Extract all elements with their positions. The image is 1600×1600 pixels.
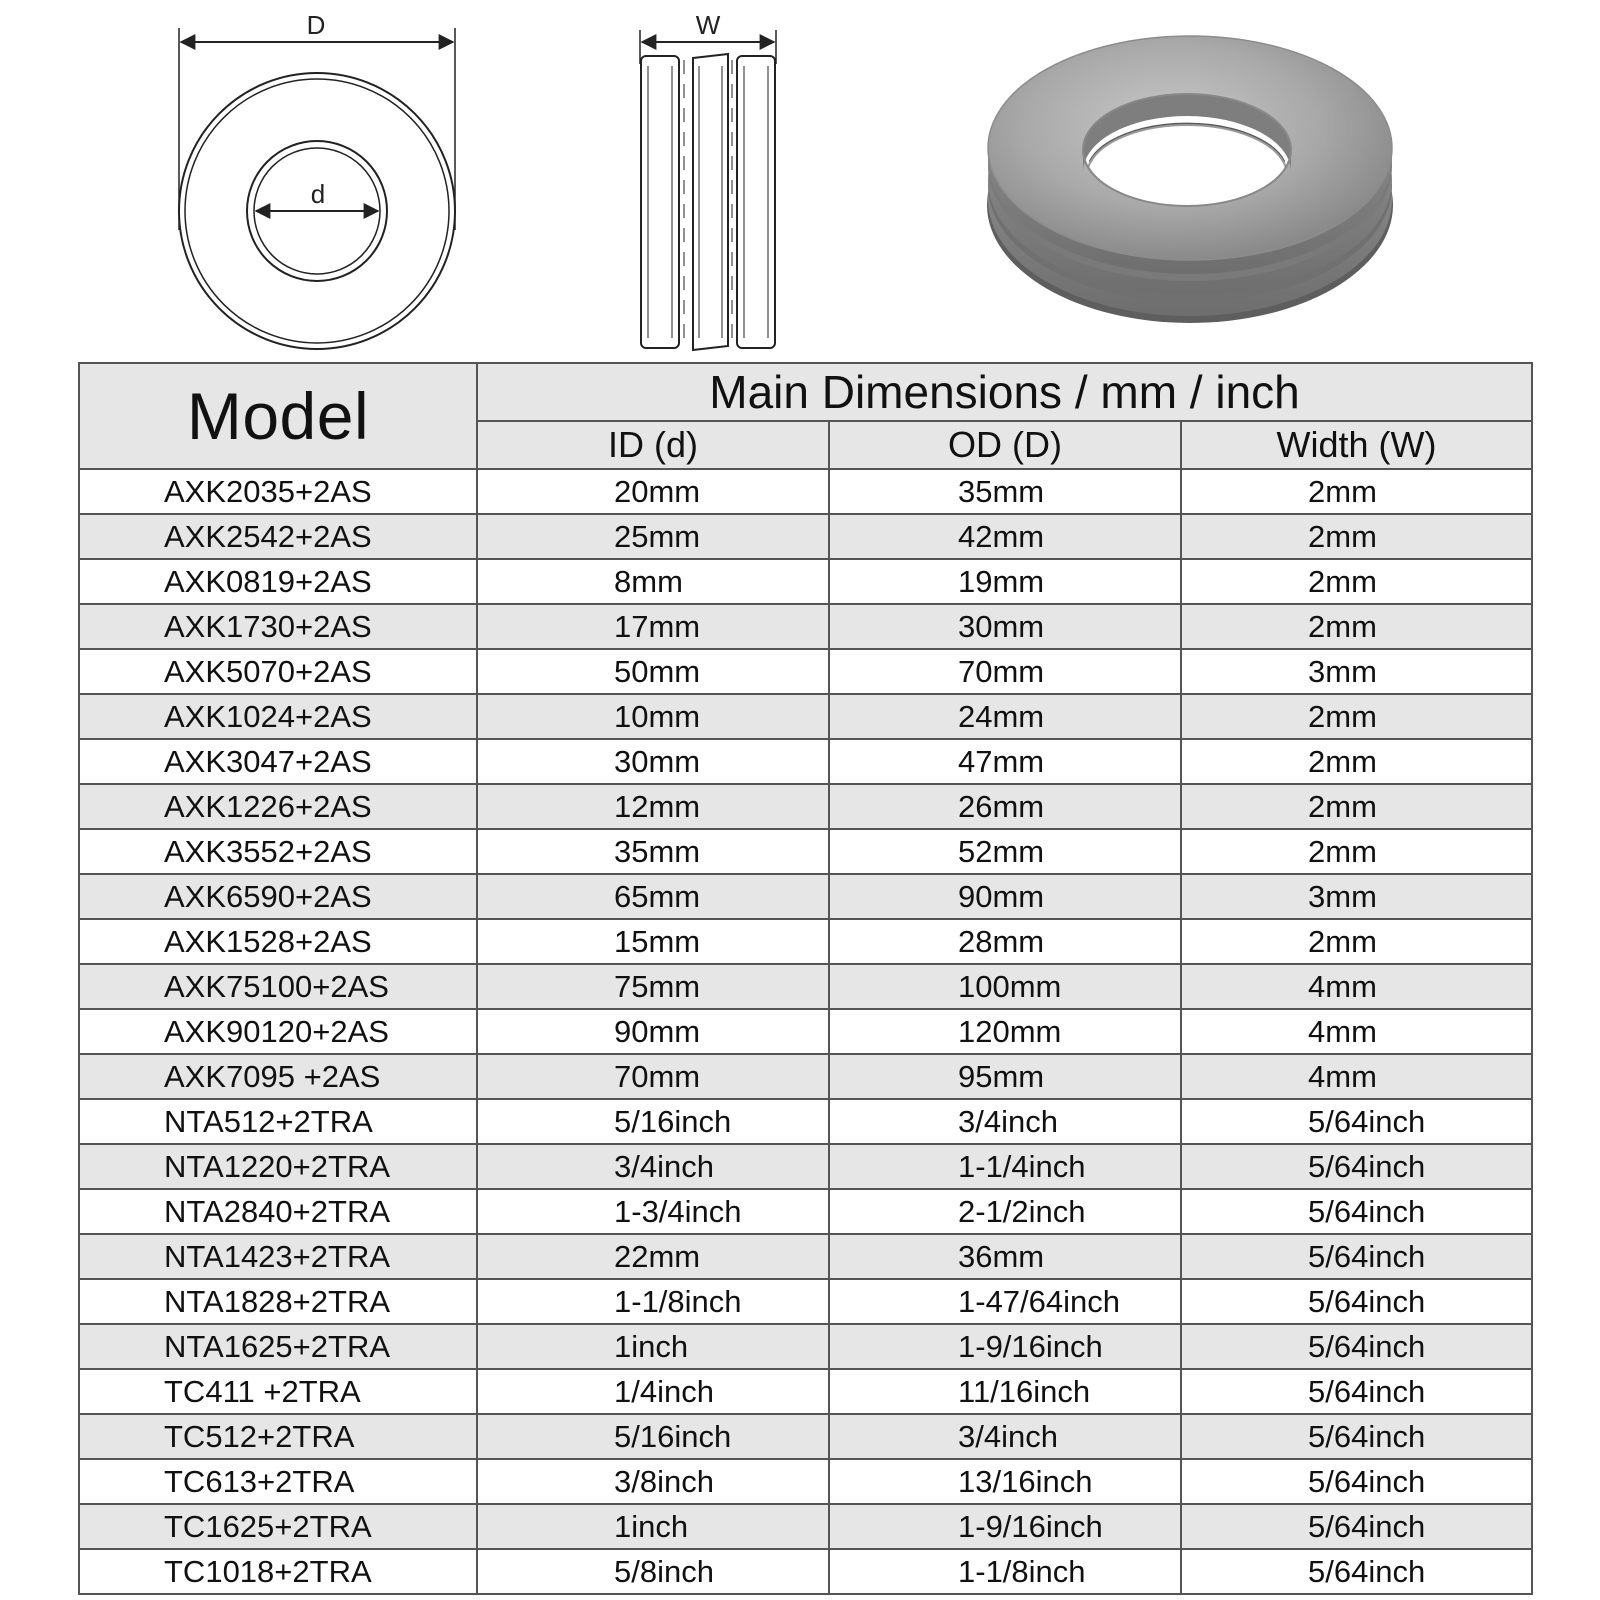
od-cell: 1-9/16inch: [829, 1324, 1181, 1369]
width-header: Width (W): [1181, 421, 1532, 469]
width-cell: 3mm: [1181, 874, 1532, 919]
table-row: [79, 694, 1532, 739]
width-cell: 5/64inch: [1181, 1144, 1532, 1189]
model-cell: TC1018+2TRA: [79, 1549, 477, 1594]
model-header: Model: [79, 363, 477, 469]
width-cell: 5/64inch: [1181, 1459, 1532, 1504]
od-cell: 120mm: [829, 1009, 1181, 1054]
model-cell: TC411 +2TRA: [79, 1369, 477, 1414]
id-cell: 17mm: [477, 604, 829, 649]
model-cell: AXK3552+2AS: [79, 829, 477, 874]
id-cell: 35mm: [477, 829, 829, 874]
od-cell: 1-1/4inch: [829, 1144, 1181, 1189]
od-header: OD (D): [829, 421, 1181, 469]
model-cell: NTA1625+2TRA: [79, 1324, 477, 1369]
od-cell: 42mm: [829, 514, 1181, 559]
table-row: [79, 514, 1532, 559]
id-cell: 12mm: [477, 784, 829, 829]
model-cell: NTA512+2TRA: [79, 1099, 477, 1144]
model-cell: AXK1024+2AS: [79, 694, 477, 739]
table-row: [79, 1054, 1532, 1099]
id-cell: 5/8inch: [477, 1549, 829, 1594]
table-row: [79, 1504, 1532, 1549]
width-cell: 5/64inch: [1181, 1504, 1532, 1549]
table-row: [79, 559, 1532, 604]
od-cell: 70mm: [829, 649, 1181, 694]
width-cell: 2mm: [1181, 829, 1532, 874]
model-cell: NTA1828+2TRA: [79, 1279, 477, 1324]
model-cell: AXK1730+2AS: [79, 604, 477, 649]
od-cell: 13/16inch: [829, 1459, 1181, 1504]
id-cell: 50mm: [477, 649, 829, 694]
table-row: [79, 649, 1532, 694]
model-cell: AXK75100+2AS: [79, 964, 477, 1009]
od-cell: 1-1/8inch: [829, 1549, 1181, 1594]
model-cell: TC1625+2TRA: [79, 1504, 477, 1549]
width-cell: 5/64inch: [1181, 1414, 1532, 1459]
id-cell: 3/8inch: [477, 1459, 829, 1504]
od-dimension-label: D: [306, 10, 326, 40]
table-row: [79, 1189, 1532, 1234]
table-row: [79, 919, 1532, 964]
model-cell: AXK5070+2AS: [79, 649, 477, 694]
table-row: [79, 1234, 1532, 1279]
id-cell: 90mm: [477, 1009, 829, 1054]
model-cell: AXK3047+2AS: [79, 739, 477, 784]
width-cell: 5/64inch: [1181, 1369, 1532, 1414]
width-cell: 2mm: [1181, 559, 1532, 604]
od-cell: 19mm: [829, 559, 1181, 604]
id-cell: 22mm: [477, 1234, 829, 1279]
od-cell: 11/16inch: [829, 1369, 1181, 1414]
model-cell: AXK1528+2AS: [79, 919, 477, 964]
id-cell: 70mm: [477, 1054, 829, 1099]
table-row: [79, 1144, 1532, 1189]
table-row: [79, 1414, 1532, 1459]
id-cell: 65mm: [477, 874, 829, 919]
table-row: [79, 874, 1532, 919]
id-cell: 1-3/4inch: [477, 1189, 829, 1234]
table-row: [79, 784, 1532, 829]
table-row: [79, 1369, 1532, 1414]
side-view-drawing: [640, 30, 776, 350]
id-cell: 75mm: [477, 964, 829, 1009]
od-cell: 28mm: [829, 919, 1181, 964]
width-cell: 5/64inch: [1181, 1279, 1532, 1324]
table-row: [79, 1279, 1532, 1324]
model-cell: TC613+2TRA: [79, 1459, 477, 1504]
width-cell: 2mm: [1181, 919, 1532, 964]
od-cell: 1-47/64inch: [829, 1279, 1181, 1324]
main-dimensions-header: Main Dimensions / mm / inch: [477, 363, 1532, 421]
model-cell: AXK7095 +2AS: [79, 1054, 477, 1099]
table-row: [79, 1459, 1532, 1504]
id-cell: 1inch: [477, 1504, 829, 1549]
table-row: [79, 829, 1532, 874]
od-cell: 52mm: [829, 829, 1181, 874]
model-cell: AXK2542+2AS: [79, 514, 477, 559]
od-cell: 24mm: [829, 694, 1181, 739]
width-cell: 4mm: [1181, 964, 1532, 1009]
table-row: [79, 1549, 1532, 1594]
model-cell: AXK1226+2AS: [79, 784, 477, 829]
id-cell: 1inch: [477, 1324, 829, 1369]
id-cell: 1/4inch: [477, 1369, 829, 1414]
id-cell: 8mm: [477, 559, 829, 604]
id-dimension-label: d: [310, 179, 326, 209]
od-cell: 1-9/16inch: [829, 1504, 1181, 1549]
od-cell: 36mm: [829, 1234, 1181, 1279]
id-cell: 1-1/8inch: [477, 1279, 829, 1324]
id-cell: 20mm: [477, 469, 829, 514]
width-cell: 2mm: [1181, 469, 1532, 514]
od-cell: 100mm: [829, 964, 1181, 1009]
od-cell: 2-1/2inch: [829, 1189, 1181, 1234]
id-cell: 5/16inch: [477, 1099, 829, 1144]
id-cell: 10mm: [477, 694, 829, 739]
model-cell: NTA1423+2TRA: [79, 1234, 477, 1279]
bearing-drawings: [0, 0, 1600, 360]
od-cell: 95mm: [829, 1054, 1181, 1099]
model-cell: AXK2035+2AS: [79, 469, 477, 514]
table-row: [79, 604, 1532, 649]
table-row: [79, 1324, 1532, 1369]
width-cell: 2mm: [1181, 739, 1532, 784]
width-cell: 5/64inch: [1181, 1234, 1532, 1279]
od-cell: 26mm: [829, 784, 1181, 829]
bearing-diagrams: [0, 0, 1600, 360]
id-cell: 5/16inch: [477, 1414, 829, 1459]
dimensions-table: [78, 362, 1533, 1595]
width-cell: 2mm: [1181, 694, 1532, 739]
width-cell: 5/64inch: [1181, 1099, 1532, 1144]
width-cell: 2mm: [1181, 604, 1532, 649]
table-row: [79, 1099, 1532, 1144]
width-cell: 4mm: [1181, 1054, 1532, 1099]
model-cell: NTA2840+2TRA: [79, 1189, 477, 1234]
od-cell: 90mm: [829, 874, 1181, 919]
id-header: ID (d): [477, 421, 829, 469]
width-cell: 5/64inch: [1181, 1189, 1532, 1234]
table-row: [79, 1009, 1532, 1054]
width-cell: 5/64inch: [1181, 1549, 1532, 1594]
od-cell: 47mm: [829, 739, 1181, 784]
model-cell: TC512+2TRA: [79, 1414, 477, 1459]
model-cell: AXK90120+2AS: [79, 1009, 477, 1054]
id-cell: 15mm: [477, 919, 829, 964]
od-cell: 3/4inch: [829, 1414, 1181, 1459]
bearing-photo: [987, 36, 1393, 323]
table-row: [79, 964, 1532, 1009]
width-dimension-label: W: [695, 10, 721, 40]
width-cell: 5/64inch: [1181, 1324, 1532, 1369]
width-cell: 4mm: [1181, 1009, 1532, 1054]
od-cell: 35mm: [829, 469, 1181, 514]
od-cell: 30mm: [829, 604, 1181, 649]
table-row: [79, 739, 1532, 784]
model-cell: NTA1220+2TRA: [79, 1144, 477, 1189]
id-cell: 3/4inch: [477, 1144, 829, 1189]
width-cell: 2mm: [1181, 514, 1532, 559]
width-cell: 3mm: [1181, 649, 1532, 694]
id-cell: 30mm: [477, 739, 829, 784]
width-cell: 2mm: [1181, 784, 1532, 829]
od-cell: 3/4inch: [829, 1099, 1181, 1144]
model-cell: AXK0819+2AS: [79, 559, 477, 604]
table-row: [79, 469, 1532, 514]
id-cell: 25mm: [477, 514, 829, 559]
model-cell: AXK6590+2AS: [79, 874, 477, 919]
